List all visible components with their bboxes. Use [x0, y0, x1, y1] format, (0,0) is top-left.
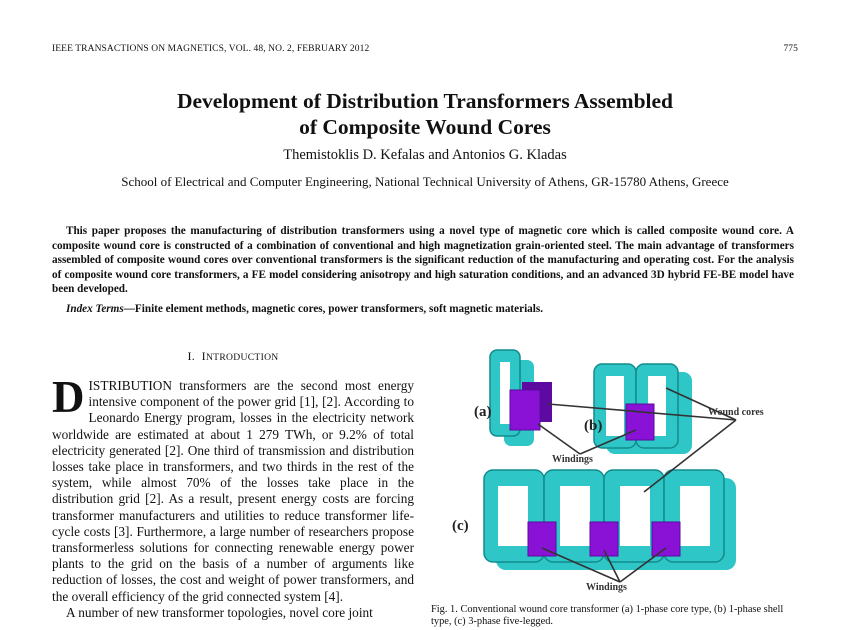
- drop-cap: D: [52, 372, 85, 422]
- author-list: Themistoklis D. Kefalas and Antonios G. Kladas: [283, 147, 567, 163]
- title-line-1: Development of Distribution Transformers Assembled: [176, 89, 674, 113]
- windings-label-bottom: Windings: [586, 582, 627, 593]
- section-title-rest: NTRODUCTION: [205, 352, 279, 363]
- figure-1: [430, 342, 806, 600]
- journal-header: IEEE TRANSACTIONS ON MAGNETICS, VOL. 48, NO. 2, FEBRUARY 2012: [52, 44, 370, 54]
- index-terms: [52, 303, 794, 315]
- label-c: (c): [452, 518, 469, 534]
- page-number: 775: [783, 44, 798, 54]
- abstract: This paper proposes the manufacturing of distribution transformers using a novel type of magnetic core which is called composite wound core. A composite wound core is constructed of a combination of conventional and high magnetization grain-oriented steel. The main advantage of transformers assembled of composite wound cores over conventional transformers is the significant reduction of the manufacturing and operating cost. For the analysis of composite wound core transformers, a FE model considering anisotropy and high saturation conditions, and an advanced 3D hybrid FE-BE model have been developed.: [52, 225, 794, 296]
- body-text: [52, 372, 414, 621]
- index-terms-label: Index Terms: [66, 303, 124, 315]
- figure-caption: Fig. 1. Conventional wound core transformer (a) 1-phase core type, (b) 1-phase shell type, (c) 3-phase five-legged.: [431, 604, 784, 628]
- index-terms-text: —Finite element methods, magnetic cores, power transformers, soft magnetic materials.: [123, 303, 544, 315]
- section-heading: [52, 349, 414, 364]
- core-a: [490, 350, 552, 446]
- core-c: [484, 470, 736, 570]
- label-a: (a): [474, 404, 492, 420]
- affiliation: School of Electrical and Computer Engineering, National Technical University of Athens, GR-15780 Athens, Greece: [121, 174, 729, 189]
- section-number: I.: [187, 349, 196, 363]
- figure-1-illustration: [430, 342, 806, 600]
- section-title-initial: I: [201, 349, 206, 363]
- windings-label-top: Windings: [552, 454, 593, 465]
- paragraph-2: A number of new transformer topologies, novel core joint: [66, 604, 373, 620]
- paper-title: [0, 88, 850, 140]
- wound-cores-label: Wound cores: [708, 407, 764, 418]
- label-b: (b): [584, 418, 603, 434]
- paragraph-1-text: ISTRIBUTION transformers are the second most energy intensive component of the power grid [1], [2]. According to Leonardo Energy program, losses in the electricity network worldwide are estimated at about 1 279 TWh, or 9.2% of total electricity generated [2]. One third of transmission and distribution losses take place in transformers, and two thirds in the rest of the system, while almost 70% of the losses take place in the distribution grid [2]. As a result, present energy costs are forcing transformer manufacturers and utilities to reduce transformer life-cycle costs [3]. Furthermore, a large number of researchers propose transformerless solutions for connecting renewable energy power plants to the grid on the basis of a number of arguments like reduction of losses, the cost and weight of power transformers, and the overall efficiency of the grid connected system [4].: [52, 378, 414, 604]
- running-header: [52, 44, 798, 58]
- paragraph-1: [52, 372, 414, 605]
- title-line-2: of Composite Wound Cores: [299, 115, 551, 139]
